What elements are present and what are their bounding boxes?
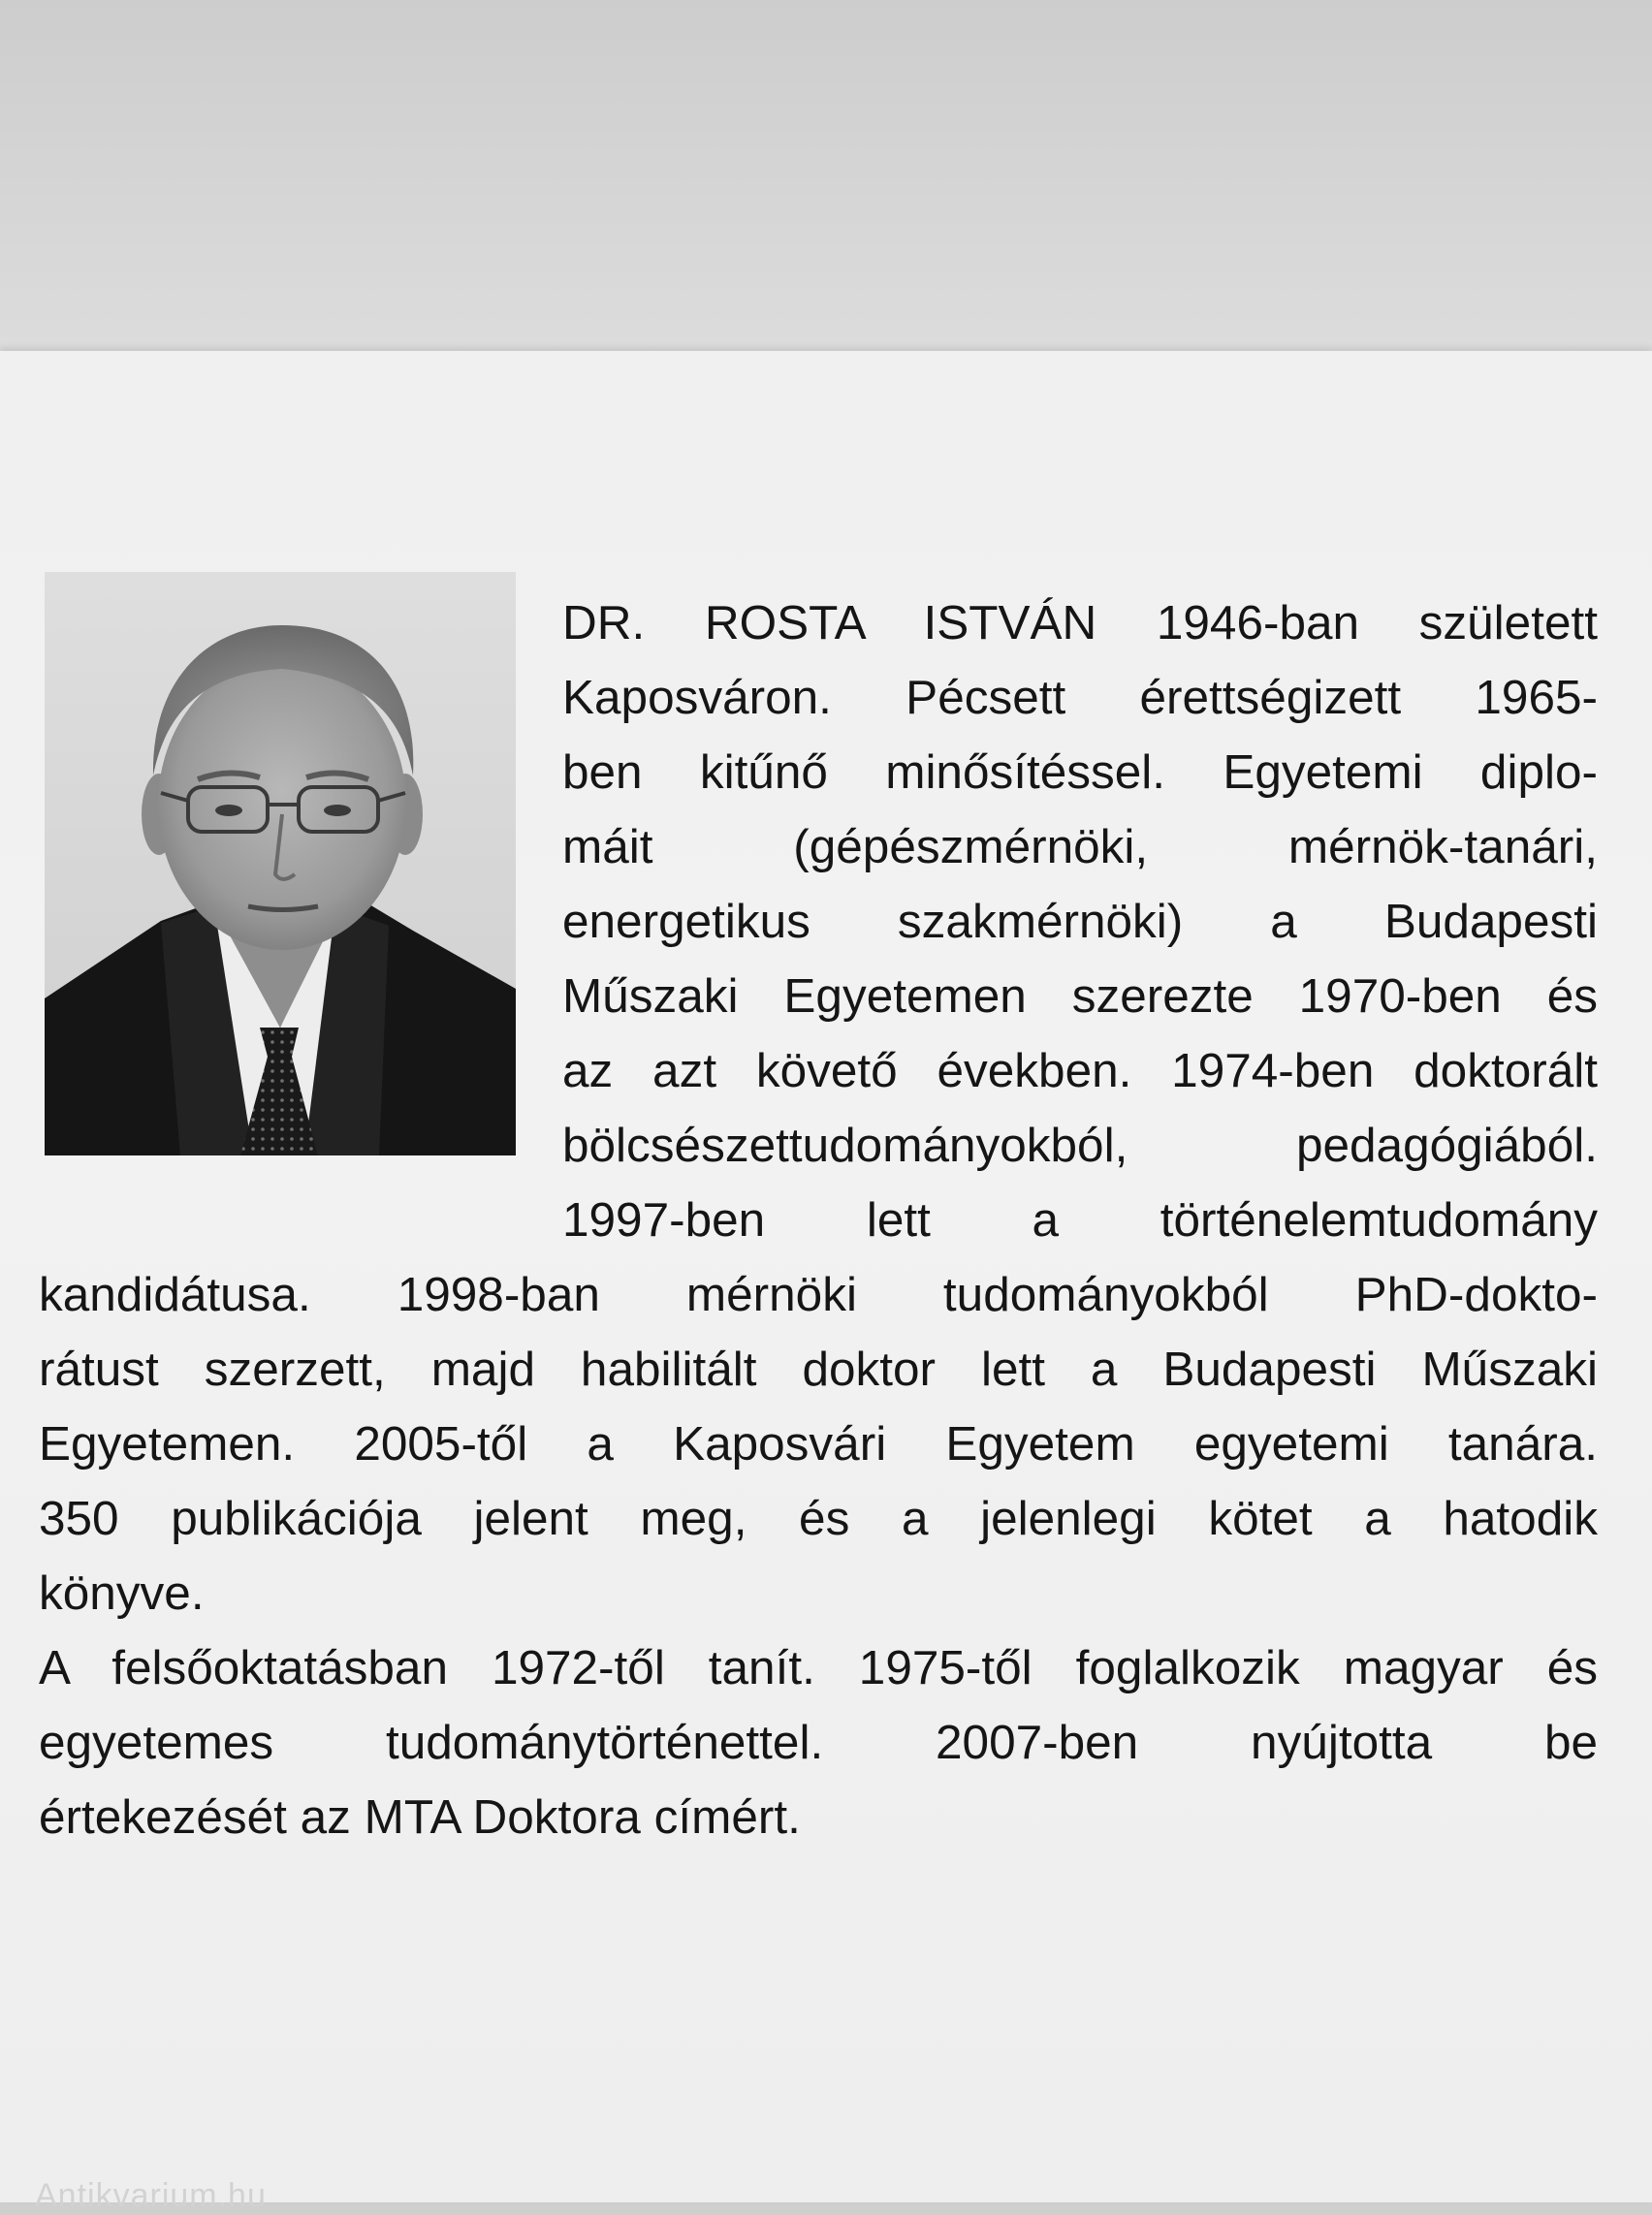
background-surface (0, 0, 1652, 351)
bio-line: Kaposváron. Pécsett érettségizett 1965- (562, 671, 1598, 724)
bio-line: könyve. (39, 1566, 205, 1620)
bio-line: energetikus szakmérnöki) a Budapesti (562, 895, 1598, 948)
bio-line: A felsőoktatásban 1972-től tanít. 1975-től foglalkozik magyar és (39, 1641, 1598, 1694)
bio-line: 350 publikációja jelent meg, és a jelenlegi kötet a hatodik (39, 1492, 1598, 1545)
bio-paragraph-right-column (562, 585, 1598, 1257)
bio-paragraph-full-width (39, 1257, 1598, 1854)
bio-line: Műszaki Egyetemen szerezte 1970-ben és (562, 969, 1598, 1023)
bio-line: DR. ROSTA ISTVÁN 1946-ban született (562, 596, 1598, 649)
bio-line: bölcsészettudományokból, pedagógiából. (562, 1119, 1598, 1172)
bio-line: Egyetemen. 2005-től a Kaposvári Egyetem egyetemi tanára. (39, 1417, 1598, 1471)
portrait-image (45, 572, 516, 1155)
bio-line: 1997-ben lett a történelemtudomány (562, 1193, 1598, 1247)
bio-line: máit (gépészmérnöki, mérnök-tanári, (562, 820, 1598, 873)
bio-line: ben kitűnő minősítéssel. Egyetemi diplo- (562, 745, 1598, 799)
bio-line: rátust szerzett, majd habilitált doktor lett a Budapesti Műszaki (39, 1343, 1598, 1396)
watermark: Antikvarium.hu (35, 2177, 267, 2214)
author-portrait (45, 572, 516, 1155)
bio-line: egyetemes tudománytörténettel. 2007-ben nyújtotta be (39, 1716, 1598, 1769)
bio-line: értekezését az MTA Doktora címért. (39, 1790, 801, 1844)
bio-line: kandidátusa. 1998-ban mérnöki tudományokból PhD-dokto- (39, 1268, 1598, 1321)
bio-line: az azt követő években. 1974-ben doktorált (562, 1044, 1598, 1097)
